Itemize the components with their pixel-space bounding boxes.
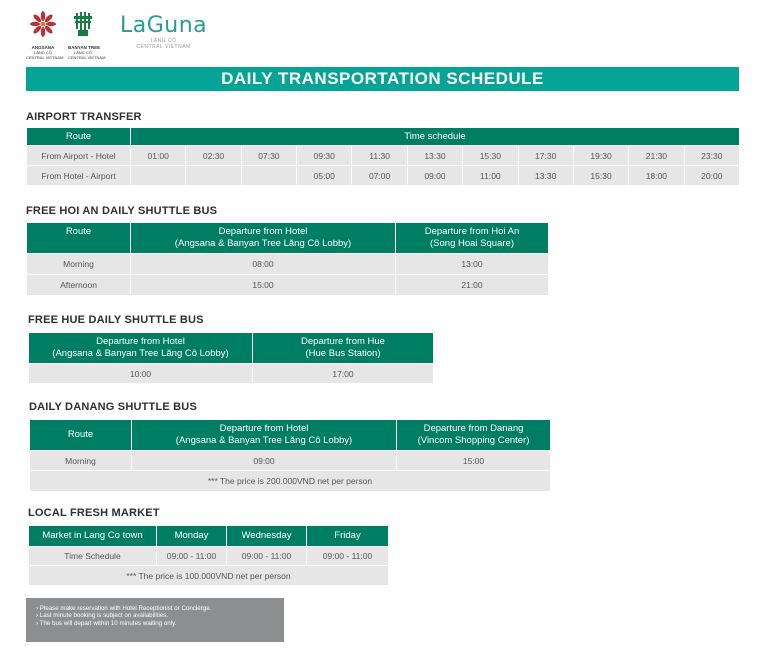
route-cell: Morning — [30, 451, 132, 471]
header-line: Departure from Danang — [423, 423, 524, 434]
time-cell: 13:30 — [407, 146, 462, 166]
time-cell: 13:30 — [518, 166, 573, 186]
market-header-row — [29, 526, 389, 547]
hue-table — [28, 332, 434, 384]
time-cell: 09:00 — [132, 451, 397, 471]
time-cell: 18:00 — [629, 166, 684, 186]
time-cell: 23:30 — [684, 146, 739, 166]
time-cell: 07:00 — [352, 166, 407, 186]
time-cell: 07:30 — [241, 146, 296, 166]
route-cell: Afternoon — [27, 275, 131, 296]
angsana-logo — [26, 10, 64, 60]
note-line: › The bus will depart within 10 minutes waiting only. — [36, 620, 284, 627]
route-cell: From Airport - Hotel — [27, 146, 131, 166]
table-row — [27, 275, 549, 296]
market-header-label: Market in Lang Co town — [29, 526, 157, 547]
time-cell: 09:00 - 11:00 — [307, 547, 389, 566]
laguna-wordmark: LaGuna — [120, 13, 208, 38]
table-row — [29, 566, 389, 586]
note-line: › Please make reservation with Hotel Receptionist or Concierge. — [36, 605, 284, 612]
time-cell: 09:00 - 11:00 — [227, 547, 307, 566]
hoian-section-title: FREE HOI AN DAILY SHUTTLE BUS — [26, 205, 218, 217]
time-cell: 11:00 — [463, 166, 518, 186]
airport-header-row — [27, 128, 740, 146]
time-cell: 15:30 — [463, 146, 518, 166]
market-section-title: LOCAL FRESH MARKET — [28, 507, 160, 519]
table-row — [30, 471, 551, 492]
time-cell: 09:30 — [297, 146, 352, 166]
header-line: (Angsana & Banyan Tree Lăng Cô Lobby) — [175, 435, 353, 446]
header-line: (Song Hoai Square) — [430, 238, 514, 249]
time-cell: 08:00 — [131, 254, 396, 275]
price-note: *** The price is 200.000VND net per person — [30, 471, 551, 492]
table-row — [29, 547, 389, 566]
market-header-day: Monday — [157, 526, 227, 547]
header-line: Departure from Hoi An — [424, 226, 520, 237]
angsana-sub2: CENTRAL VIETNAM — [26, 55, 64, 60]
danang-header-hotel — [132, 420, 397, 451]
banyan-tree-icon — [68, 10, 98, 40]
airport-section-title: AIRPORT TRANSFER — [26, 111, 142, 123]
header-line: Departure from Hotel — [219, 423, 309, 434]
header-line: (Angsana & Banyan Tree Lăng Cô Lobby) — [52, 348, 229, 359]
laguna-logo — [120, 14, 207, 50]
route-cell: From Hotel - Airport — [27, 166, 131, 186]
header-line: (Angsana & Banyan Tree Lăng Cô Lobby) — [174, 238, 352, 249]
time-cell: 13:00 — [396, 254, 549, 275]
price-note: *** The price is 100.000VND net per person — [29, 566, 389, 586]
airport-header-time: Time schedule — [131, 128, 740, 146]
hue-header-row — [29, 333, 434, 364]
angsana-sub1: LĂNG CÔ — [33, 50, 52, 55]
airport-header-route: Route — [27, 128, 131, 146]
airport-table — [26, 127, 740, 186]
danang-header-row — [30, 420, 551, 451]
hoian-header-dest — [396, 223, 549, 254]
market-header-day: Wednesday — [227, 526, 307, 547]
table-row — [30, 451, 551, 471]
time-cell: 05:00 — [297, 166, 352, 186]
time-cell: 15:00 — [397, 451, 551, 471]
banyan-logo — [68, 10, 106, 60]
time-cell: 15:00 — [131, 275, 396, 296]
table-row — [27, 254, 549, 275]
table-row — [27, 166, 740, 186]
time-cell — [241, 166, 296, 186]
hoian-header-row — [27, 223, 549, 254]
laguna-sub2: CENTRAL VIETNAM — [136, 44, 191, 50]
hue-section-title: FREE HUE DAILY SHUTTLE BUS — [28, 314, 204, 326]
hue-header-dest — [253, 333, 434, 364]
time-cell: 09:00 — [407, 166, 462, 186]
banyan-sub2: CENTRAL VIETNAM — [68, 55, 106, 60]
table-row — [29, 364, 434, 384]
header-line: Departure from Hue — [301, 336, 385, 347]
danang-section-title: DAILY DANANG SHUTTLE BUS — [29, 401, 197, 413]
hoian-table — [26, 222, 549, 296]
notes-box — [26, 598, 284, 642]
table-row — [27, 146, 740, 166]
time-cell — [186, 166, 241, 186]
time-cell: 15:30 — [573, 166, 628, 186]
header-line: Departure from Hotel — [96, 336, 185, 347]
hoian-header-route: Route — [27, 223, 131, 254]
time-cell — [131, 166, 186, 186]
angsana-flower-icon — [26, 10, 60, 40]
danang-table — [29, 419, 551, 492]
time-cell: 02:30 — [186, 146, 241, 166]
angsana-wordmark: ANGSANA — [31, 45, 55, 50]
route-cell: Morning — [27, 254, 131, 275]
header-line: (Hue Bus Station) — [305, 348, 381, 359]
time-cell: 17:00 — [253, 364, 434, 384]
time-cell: 19:30 — [573, 146, 628, 166]
header-line: (Vincom Shopping Center) — [417, 435, 530, 446]
time-cell: 20:00 — [684, 166, 739, 186]
market-table — [28, 525, 389, 586]
time-cell: 21:00 — [396, 275, 549, 296]
banyan-sub1: LĂNG CÔ — [73, 50, 92, 55]
time-cell: 21:30 — [629, 146, 684, 166]
time-cell: 01:00 — [131, 146, 186, 166]
route-cell: Time Schedule — [29, 547, 157, 566]
page-title: DAILY TRANSPORTATION SCHEDULE — [26, 67, 739, 91]
market-header-day: Friday — [307, 526, 389, 547]
time-cell: 11:30 — [352, 146, 407, 166]
time-cell: 10:00 — [29, 364, 253, 384]
time-cell: 09:00 - 11:00 — [157, 547, 227, 566]
laguna-sub1: LĂNG CÔ — [150, 38, 177, 44]
note-line: › Last minute booking is subject on availabilities. — [36, 612, 284, 619]
banyan-wordmark: BANYAN TREE — [68, 45, 101, 50]
danang-header-dest — [397, 420, 551, 451]
header-line: Departure from Hotel — [218, 226, 308, 237]
hoian-header-hotel — [131, 223, 396, 254]
time-cell: 17:30 — [518, 146, 573, 166]
hue-header-hotel — [29, 333, 253, 364]
danang-header-route: Route — [30, 420, 132, 451]
